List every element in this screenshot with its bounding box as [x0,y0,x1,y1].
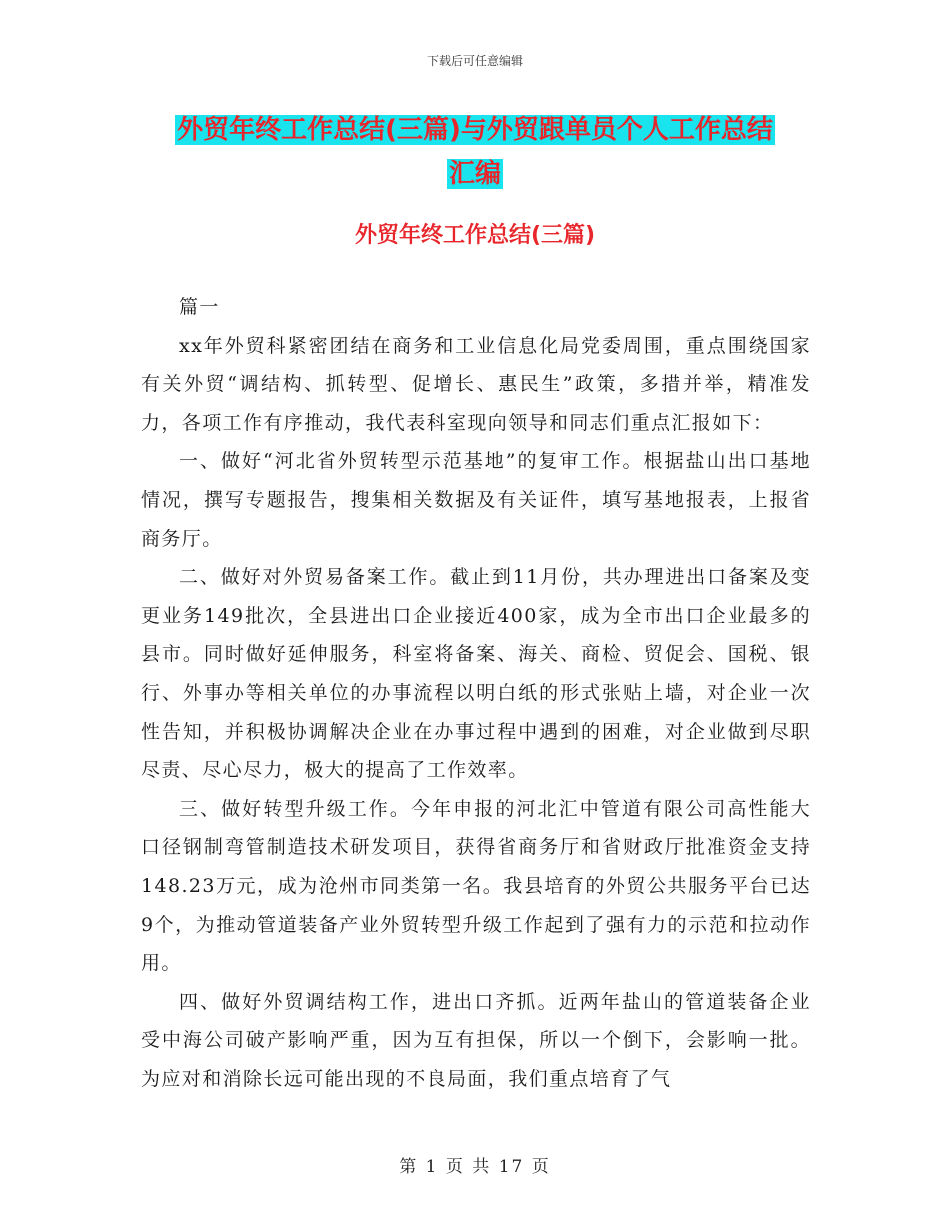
paragraph-heading: 篇一 [179,296,220,318]
paragraph: 二、做好对外贸易备案工作。截止到11月份，共办理进出口备案及变更业务149批次，全县进出口企业接近400家，成为全市出口企业最多的县市。同时做好延伸服务，科室将备案、海关、商检、贸促会、国税、银行、外事办等相关单位的办事流程以明白纸的形式张贴上墙，对企业一次性告知，并积极协调解决企业在办事过程中遇到的困难，对企业做到尽职尽责、尽心尽力，极大的提高了工作效率。 [141,566,811,782]
document-title-line-1: 外贸年终工作总结(三篇)与外贸跟单员个人工作总结 [177,115,773,145]
document-title [0,108,950,196]
section-title: 外贸年终工作总结(三篇) [354,223,596,248]
header-note: 下载后可任意编辑 [426,54,523,68]
document-body [141,288,811,1098]
page-number-footer: 第 1 页 共 17 页 [399,1157,551,1177]
paragraph: 三、做好转型升级工作。今年申报的河北汇中管道有限公司高性能大口径钢制弯管制造技术研发项目，获得省商务厅和省财政厅批准资金支持148.23万元，成为沧州市同类第一名。我县培育的外贸公共服务平台已达9个，为推动管道装备产业外贸转型升级工作起到了强有力的示范和拉动作用。 [141,797,811,975]
paragraph: xx年外贸科紧密团结在商务和工业信息化局党委周围，重点围绕国家有关外贸“调结构、抓转型、促增长、惠民生”政策，多措并举，精准发力，各项工作有序推动，我代表科室现向领导和同志们重点汇报如下： [141,334,811,434]
document-title-line-2: 汇编 [448,159,501,189]
paragraph: 一、做好“河北省外贸转型示范基地”的复审工作。根据盐山出口基地情况，撰写专题报告，搜集相关数据及有关证件，填写基地报表，上报省商务厅。 [141,450,811,550]
paragraph: 四、做好外贸调结构工作，进出口齐抓。近两年盐山的管道装备企业受中海公司破产影响严重，因为互有担保，所以一个倒下，会影响一批。为应对和消除长远可能出现的不良局面，我们重点培育了气 [141,990,811,1090]
